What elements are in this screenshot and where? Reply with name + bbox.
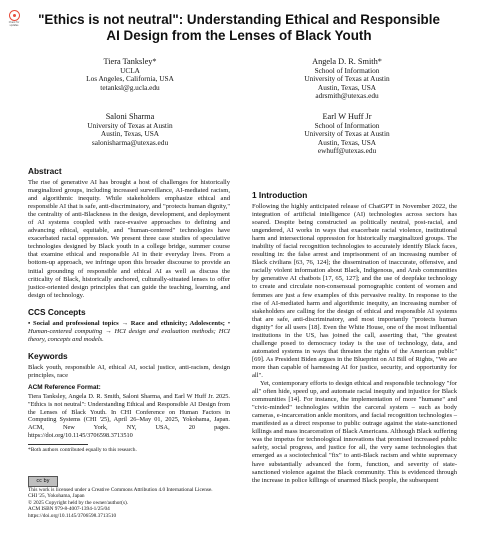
- author-affiliation: University of Texas at Austin: [304, 74, 390, 84]
- license-lines: [28, 487, 230, 519]
- author-email[interactable]: salonisharma@utexas.edu: [91, 137, 169, 147]
- introduction-heading: 1 Introduction: [252, 190, 308, 200]
- keywords-heading: Keywords: [28, 350, 68, 361]
- left-column: [28, 166, 230, 453]
- author-affiliation: University of Texas at Austin: [304, 129, 390, 139]
- license-line: ACM ISBN 979-8-4007-1394-1/25/04: [28, 506, 110, 513]
- author-location: Los Angeles, California, USA: [86, 74, 174, 84]
- license-line: CHI '25, Yokohama, Japan: [28, 493, 85, 500]
- author-location: Austin, Texas, USA: [317, 137, 377, 147]
- acm-reference-heading: ACM Reference Format:: [28, 383, 101, 391]
- intro-paragraph-2: Yet, contemporary efforts to design ethical and responsible technology "for all" often hide, speed up, and automate racial inequity and injustice for Black communities [14]. For instance, the implementation of more "humane" and "civic-minded" technologies within the carceral system – such as body cameras, e-incarceration ankle monitors, and facial recognition technologies – manifested as a direct response to public outrage against the state-sanctioned killings and mass incarceration of Black Americans. Although Black suffering was the impetus for technological innovations that promised increased public safety, social progress, and justice for all, the very same technologies that emerged as a sociotechnical "fix" to anti-Black racism and white supremacy have substantially advanced the form, function, and severity of state-sanctioned violence against the Black community. This is evidenced through the increase in police killings of unarmed Black people, the subsequent: [252, 380, 457, 484]
- author-block: [40, 112, 220, 147]
- update-icon: [9, 10, 20, 21]
- author-block: [40, 57, 220, 92]
- license-line: This work is licensed under a Creative Commons Attribution 4.0 International License.: [28, 487, 213, 493]
- author-email[interactable]: ewhuff@utexas.edu: [317, 146, 377, 156]
- creative-commons-logo-icon[interactable]: cc by: [28, 476, 58, 487]
- author-name: Earl W Huff Jr: [322, 112, 372, 121]
- ccs-bullet-1: • Social and professional topics → Race and ethnicity; Adolescents;: [28, 319, 225, 327]
- author-affiliation: UCLA: [120, 65, 140, 75]
- ccs-bullet-2: • Human-centered computing → HCI design and evaluation methods; HCI theory, concepts and models.: [28, 319, 230, 343]
- author-email[interactable]: adrsmith@utexas.edu: [315, 91, 379, 101]
- license-line: © 2025 Copyright held by the owner/author(s).: [28, 499, 129, 506]
- author-affiliation: School of Information: [314, 65, 380, 75]
- license-block: [28, 476, 230, 519]
- abstract-text: The rise of generative AI has brought a host of challenges for historically marginalized groups, including increased surveillance, AI-mediated racism, and algorithmic inequity. While stakeholders emphasize ethical and responsible AI that is safe, anti-discriminatory, and "protects human dignity," the centrality of anti-Blackness in the design, development, and deployment of AI systems coupled with race-evasive approaches to defining and advancing ethical, equitable, and "human-centered" technologies have exacerbated racial oppression. We present three case studies of speculative technologies designed by Black youth in a college bridge, summer course that examine ethical and responsible AI in their everyday lives. From a bottom-up approach, we infringe upon this broader discourse to provide an initial grounding of responsible and ethical AI as well as discuss the criticality of Black, historically anchored, culturally-situated lenses to offer justice-oriented design principles that can guide the teaching, learning, and design of technology.: [28, 179, 230, 299]
- author-affiliation: University of Texas at Austin: [87, 120, 173, 130]
- author-block: [257, 57, 437, 101]
- ccs-heading: CCS Concepts: [28, 306, 86, 317]
- abstract-heading: Abstract: [28, 166, 62, 176]
- check-for-updates-badge[interactable]: [6, 10, 22, 28]
- paper-title: "Ethics is not neutral": Understanding Ethical and Responsible AI Design from the Lenses of Black Youth: [38, 12, 440, 43]
- badge-label: Check for updates: [8, 21, 20, 27]
- equal-contribution-footnote: *Both authors contributed equally to this research.: [28, 446, 137, 453]
- footnote-divider: [28, 444, 88, 445]
- author-location: Austin, Texas, USA: [100, 129, 160, 139]
- author-name: Tiera Tanksley*: [103, 57, 157, 66]
- ccs-concepts: [28, 320, 230, 344]
- right-column: [252, 190, 457, 485]
- author-location: Austin, Texas, USA: [317, 82, 377, 92]
- author-email[interactable]: tetanksl@g.ucla.edu: [100, 82, 160, 92]
- author-name: Angela D. R. Smith*: [312, 57, 382, 66]
- license-doi-link[interactable]: https://doi.org/10.1145/3706598.3713510: [28, 512, 117, 519]
- intro-paragraph-1: Following the highly anticipated release of ChatGPT in November 2022, the integration of artificial intelligence (AI) technologies across sectors has soared. Despite being constructed as politically neutral, post-racial, and ungendered, AI works in ways that exacerbate racial violence, institutional harm and intersectional oppression for historically marginalized groups. The inability of facial recognition technologies to accurately identify Black faces, resulting in: the false arrest and imprisonment of an increasing number of Black civilians [63, 76, 124]; the dissemination of inaccurate, offensive, and racially violent information about Black, Indigenous, and Arab communities by generative AI chatbots [17, 65, 127]; and the use of deepfake technology to create and circulate non-consensual pornographic content of women and femmes are just a few examples of this pervasive reality. In response to the rise of AI-mediated harm and algorithmic inequity, an increasing number of stakeholders are calling for the design of ethical and responsible AI systems that are safe, anti-discriminatory, and most importantly "protects human dignity" for all users [18]. Even the White House, one of the most influential institutions in the US, has joined the call, asserting that, "the greatest challenge posed to democracy today is the use of technology, data, and automated systems in ways that threaten the rights of the American public" [69]. As President Biden argues in the Blueprint on AI Bill of Rights, "We are more than capable of harnessing AI for justice, security, and opportunity for all".: [252, 203, 457, 379]
- author-block: [257, 112, 437, 156]
- acm-reference-text: Tiera Tanksley, Angela D. R. Smith, Saloni Sharma, and Earl W Huff Jr. 2025. "Ethics is not neutral": Understanding Ethical and Responsible AI Design from the Lenses of Black Youth. In CHI Conference on Human Factors in Computing Systems (CHI '25), April 26–May 01, 2025, Yokohama, Japan. ACM, New York, NY, USA, 20 pages. https://doi.org/10.1145/3706598.3713510: [28, 392, 230, 439]
- keywords-text: Black youth, responsible AI, ethical AI, social justice, anti-racism, design principles, race: [28, 363, 230, 379]
- author-name: Saloni Sharma: [105, 112, 155, 121]
- author-affiliation: School of Information: [314, 120, 380, 130]
